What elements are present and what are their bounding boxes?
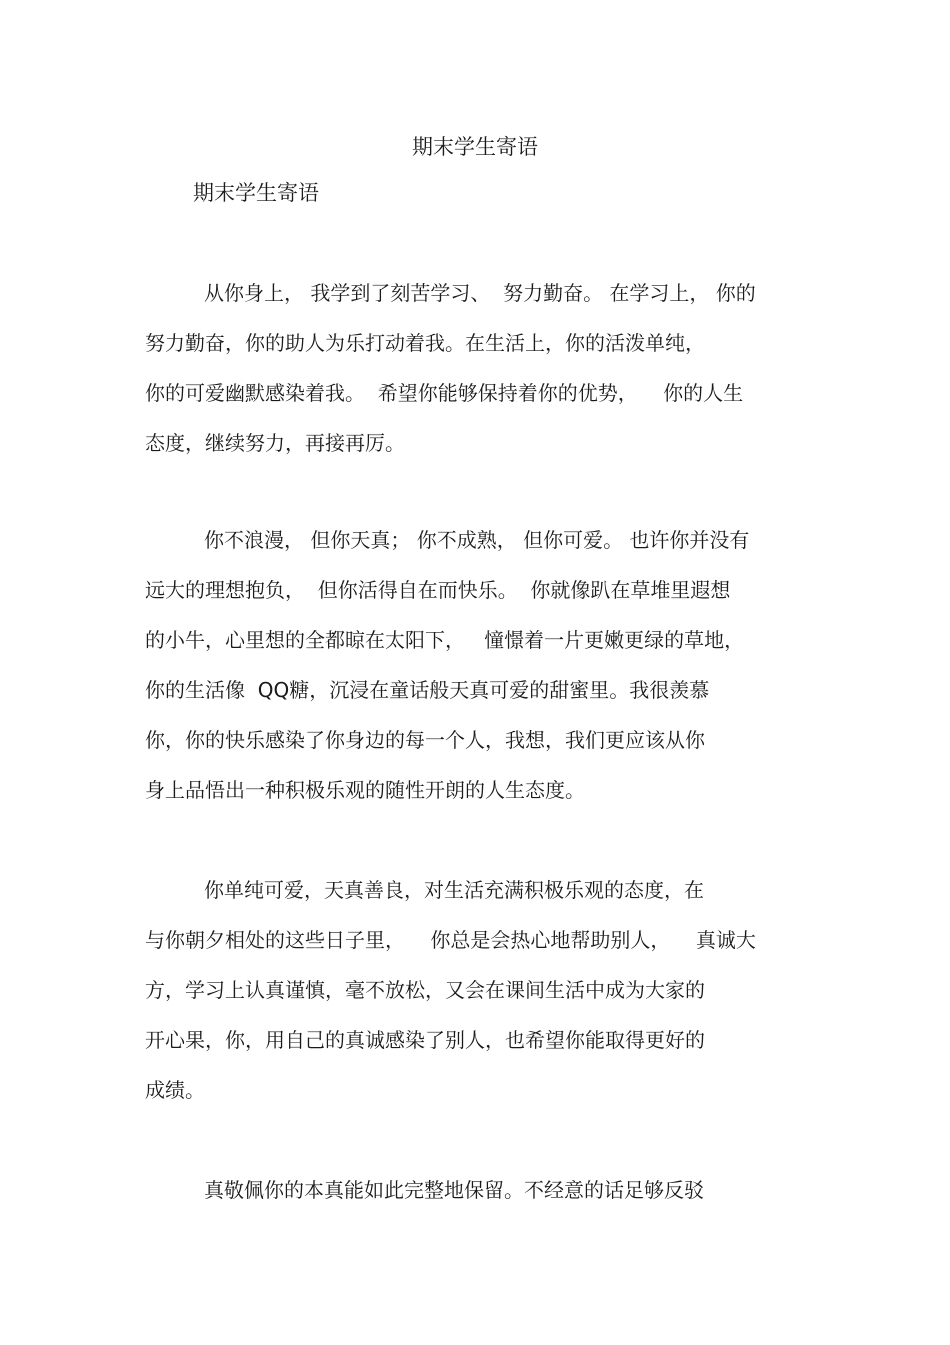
paragraph-line: 真敬佩你的本真能如此完整地保留。不经意的话足够反驳 [204, 1178, 704, 1202]
paragraph-line: 的小牛，心里想的全都晾在太阳下， 憧憬着一片更嫩更绿的草地， [145, 628, 745, 652]
paragraph-line: 身上品悟出一种积极乐观的随性开朗的人生态度。 [145, 778, 585, 802]
paragraph [145, 525, 825, 825]
paragraph-line: 从你身上， 我学到了刻苦学习、 努力勤奋。 在学习上， 你的 [204, 281, 756, 305]
paragraph-line: 成绩。 [145, 1078, 205, 1102]
paragraph-line: 开心果，你，用自己的真诚感染了别人，也希望你能取得更好的 [145, 1028, 705, 1052]
document-subtitle: 期末学生寄语 [193, 181, 319, 205]
paragraph-line: 与你朝夕相处的这些日子里， 你总是会热心地帮助别人， 真诚大 [145, 928, 756, 952]
paragraph-line: 你的生活像 QQ糖，沉浸在童话般天真可爱的甜蜜里。我很羡慕 [145, 678, 710, 702]
paragraph-line: 努力勤奋，你的助人为乐打动着我。在生活上，你的活泼单纯， [145, 331, 705, 355]
paragraph [145, 1175, 825, 1225]
paragraph-line: 态度，继续努力，再接再厉。 [145, 431, 405, 455]
paragraph-line: 你，你的快乐感染了你身边的每一个人，我想，我们更应该从你 [145, 728, 705, 752]
paragraph-line: 你单纯可爱，天真善良，对生活充满积极乐观的态度，在 [204, 878, 704, 902]
paragraph-line: 你的可爱幽默感染着我。 希望你能够保持着你的优势， 你的人生 [145, 381, 744, 405]
paragraph-line: 你不浪漫， 但你天真； 你不成熟， 但你可爱。 也许你并没有 [204, 528, 750, 552]
document-title: 期末学生寄语 [412, 135, 538, 159]
paragraph-line: 方，学习上认真谨慎，毫不放松，又会在课间生活中成为大家的 [145, 978, 705, 1002]
paragraph-line: 远大的理想抱负， 但你活得自在而快乐。 你就像趴在草堆里遐想 [145, 578, 731, 602]
paragraph [145, 875, 825, 1125]
paragraph [145, 278, 825, 478]
